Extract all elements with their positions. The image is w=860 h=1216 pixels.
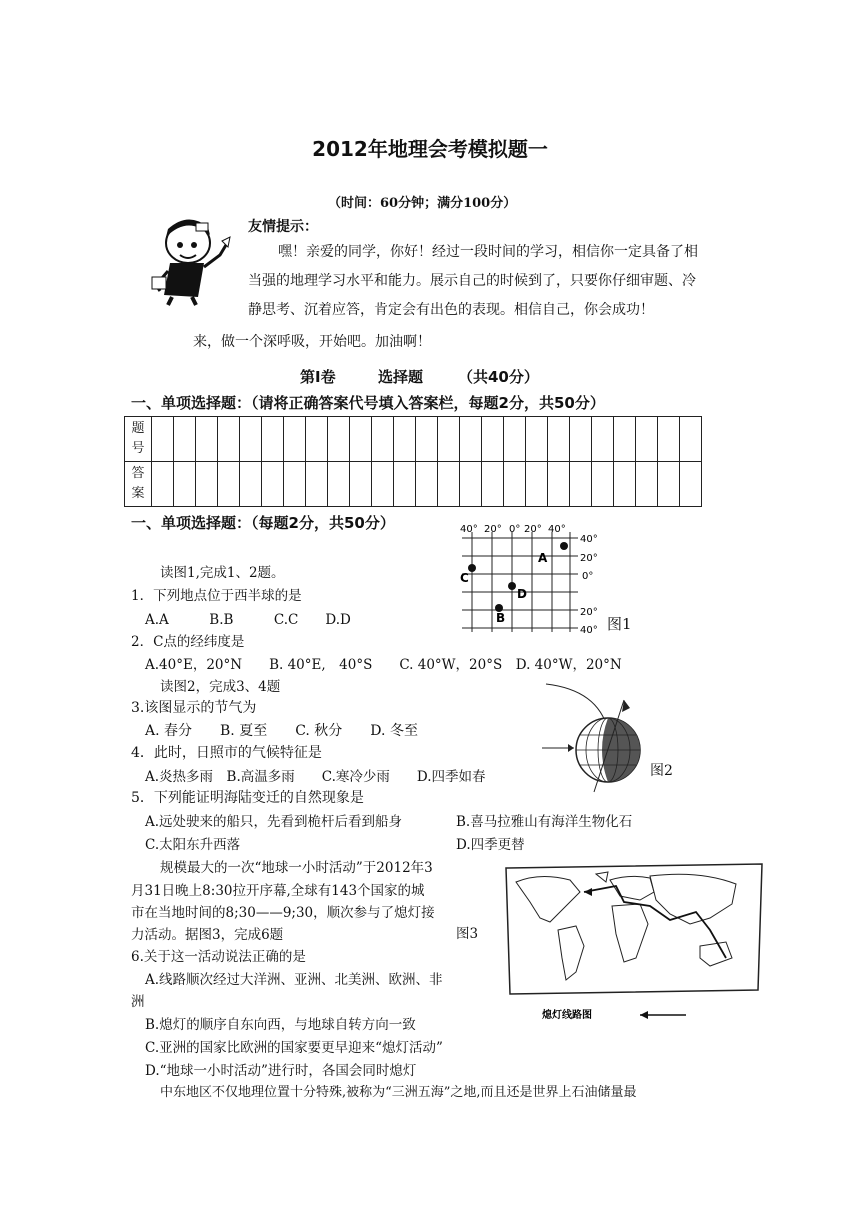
intro-q1-2: 读图1,完成1、2题。 [160, 565, 285, 581]
point-label-a: A [538, 551, 548, 565]
q5-option-c: C.太阳东升西落 [145, 837, 241, 853]
figure-1-caption: 图1 [607, 615, 632, 633]
lat-label: 40° [580, 534, 598, 545]
tips-line4: 来，做一个深呼吸，开始吧。加油啊！ [193, 334, 431, 350]
point-d [508, 582, 516, 590]
section-vol: 第Ⅰ卷 [300, 368, 336, 386]
q2-options: A.40°E，20°N B. 40°E, 40°S C. 40°W，20°S D. 40°W，20°N [145, 657, 622, 673]
map-title: 熄灯线路图 [542, 1010, 592, 1021]
section-score: （共40分） [458, 368, 539, 386]
lat-label: 20° [580, 553, 598, 564]
tips-heading: 友情提示： [248, 219, 318, 235]
q3-options: A. 春分 B. 夏至 C. 秋分 D. 冬至 [145, 723, 418, 739]
q1-options: A.A B.B C.C D.D [145, 612, 351, 628]
figure-3-caption: 图3 [456, 926, 479, 942]
passage6-line3: 市在当地时间的8;30——9;30，顺次参与了熄灯接 [131, 905, 435, 921]
row-header-answer: 答 案 [125, 462, 152, 507]
passage6-line4: 力活动。据图3，完成6题 [131, 927, 284, 943]
passage-last: 中东地区不仅地理位置十分特殊,被称为“三洲五海”之地,而且还是世界上石油储量最 [160, 1085, 637, 1100]
q5-option-a: A.远处驶来的船只，先看到桅杆后看到船身 [145, 814, 403, 830]
tips-line2: 当强的地理学习水平和能力。展示自己的时候到了，只要你仔细审题、冷 [248, 273, 696, 289]
q5-option-b: B.喜马拉雅山有海洋生物化石 [456, 814, 633, 830]
lon-label: 0° [509, 524, 521, 535]
lon-label: 40° [460, 524, 478, 535]
page-title: 2012年地理会考模拟题一 [312, 137, 548, 161]
time-info: （时间：60分钟；满分100分） [328, 196, 517, 211]
student-cartoon-icon [148, 215, 238, 307]
row-header-number: 题 号 [125, 417, 152, 462]
part2-heading: 一、单项选择题：（每题2分，共50分） [131, 514, 395, 532]
q3-stem: 3.该图显示的节气为 [131, 700, 257, 716]
q6-option-a-line2: 洲 [131, 994, 145, 1010]
q5-option-d: D.四季更替 [456, 837, 525, 853]
q5-stem: 5．下列能证明海陆变迁的自然现象是 [131, 790, 364, 806]
passage6-line2: 月31日晚上8:30拉开序幕,全球有143个国家的城 [131, 883, 425, 899]
q4-options: A.炎热多雨 B.高温多雨 C.寒冷少雨 D.四季如春 [145, 769, 486, 785]
q1-stem: 1．下列地点位于西半球的是 [131, 588, 302, 604]
point-c [468, 564, 476, 572]
figure-2-caption: 图2 [650, 763, 673, 779]
lon-label: 20° [524, 524, 542, 535]
point-label-d: D [517, 587, 527, 601]
tips-line1: 嘿！亲爱的同学，你好！经过一段时间的学习，相信你一定具备了相 [278, 244, 698, 260]
point-label-c: C [460, 571, 469, 585]
point-label-b: B [496, 611, 506, 625]
lon-label: 20° [484, 524, 502, 535]
answer-table-row-number [125, 417, 702, 462]
section-type: 选择题 [378, 368, 424, 386]
lat-label: 20° [580, 607, 598, 618]
answer-table [124, 416, 702, 507]
q6-stem: 6.关于这一活动说法正确的是 [131, 949, 306, 965]
figure-3-world-map [500, 862, 766, 1027]
point-a [560, 542, 568, 550]
q2-stem: 2．C点的经纬度是 [131, 634, 245, 650]
answer-table-row-answer [125, 462, 702, 507]
figure-2-earth [538, 680, 658, 790]
lat-label: 0° [582, 571, 594, 582]
passage6-line1: 规模最大的一次“地球一小时活动”于2012年3 [160, 860, 433, 876]
q6-option-d: D.“地球一小时活动”进行时，各国会同时熄灯 [145, 1063, 417, 1079]
lon-label: 40° [548, 524, 566, 535]
q4-stem: 4．此时，日照市的气候特征是 [131, 745, 322, 761]
lat-label: 40° [580, 625, 598, 636]
intro-q3-4: 读图2，完成3、4题 [160, 679, 281, 695]
part1-heading: 一、单项选择题：（请将正确答案代号填入答案栏，每题2分，共50分） [131, 394, 605, 412]
q6-option-b: B.熄灯的顺序自东向西，与地球自转方向一致 [145, 1017, 416, 1033]
q6-option-c: C.亚洲的国家比欧洲的国家要更早迎来“熄灯活动” [145, 1040, 443, 1056]
tips-line3: 静思考、沉着应答，肯定会有出色的表现。相信自己，你会成功！ [248, 302, 654, 318]
q6-option-a-line1: A.线路顺次经过大洋洲、亚洲、北美洲、欧洲、非 [145, 972, 443, 988]
